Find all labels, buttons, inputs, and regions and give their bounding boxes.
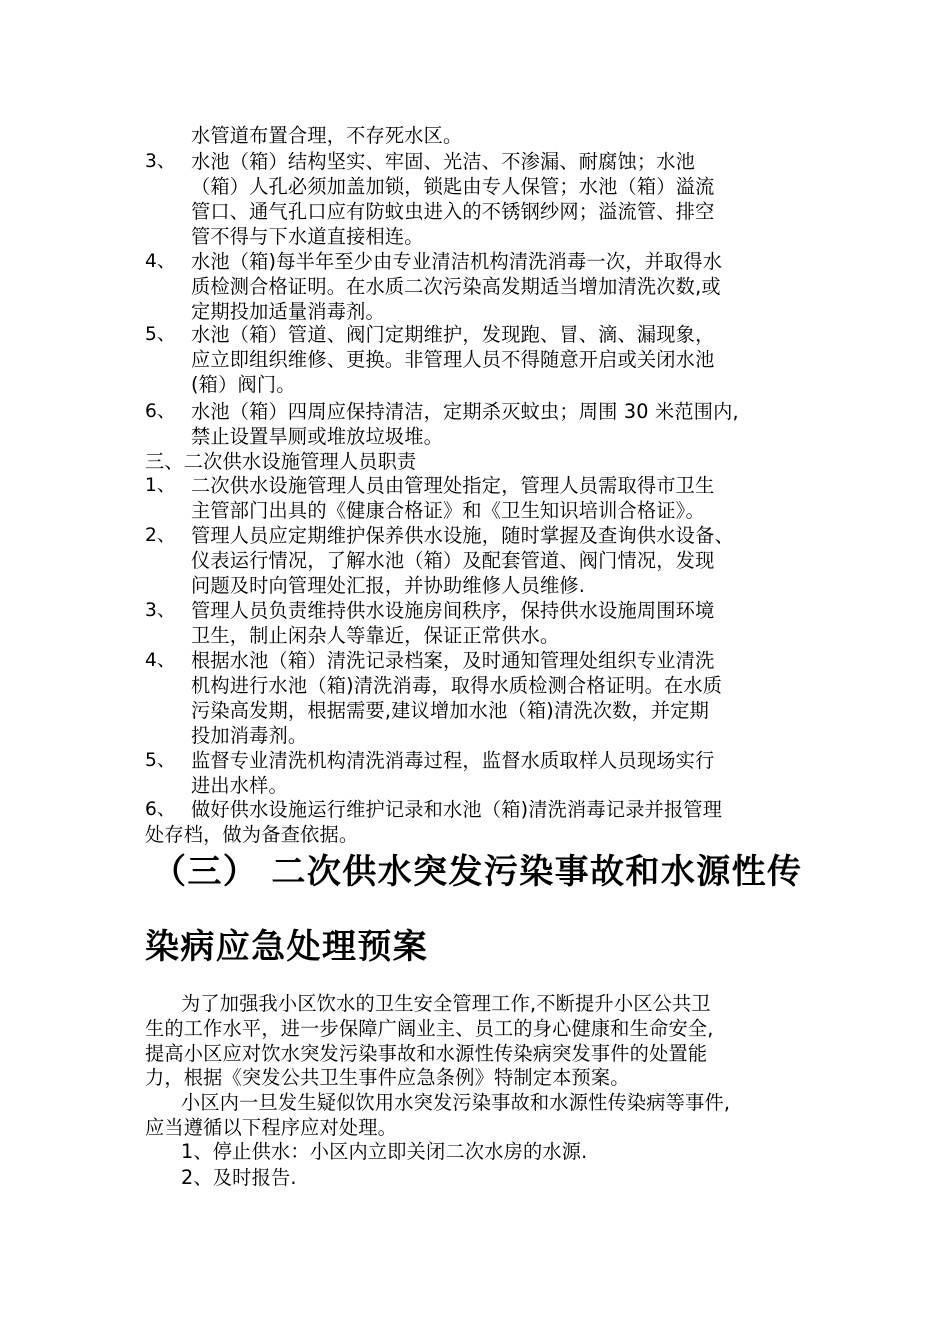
list-item-line: 管口、通气孔口应有防蚊虫进入的不锈钢纱网；溢流管、排空 <box>191 200 715 223</box>
list-item-line: 水池（箱)每半年至少由专业清洁机构清洗消毒一次，并取得水 <box>191 250 723 273</box>
list-item-number: 6、 <box>145 401 176 422</box>
list-item-line: 水池（箱）管道、阀门定期维护，发现跑、冒、滴、漏现象， <box>191 323 715 346</box>
list-item-line: 根据水池（箱）清洗记录档案，及时通知管理处组织专业清洗 <box>191 649 715 672</box>
list-item-line: 机构进行水池（箱)清洗消毒，取得水质检测合格证明。在水质 <box>191 674 723 697</box>
list-item-number: 4、 <box>145 650 176 671</box>
list-item-line: 污染高发期，根据需要,建议增加水池（箱)清洗次数，并定期 <box>191 699 710 722</box>
list-item-line: 应立即组织维修、更换。非管理人员不得随意开启或关闭水池 <box>191 348 715 371</box>
list-item-line: 管理人员应定期维护保养供水设施，随时掌握及查询供水设备、 <box>191 524 734 547</box>
list-item-line: (箱）阀门。 <box>191 373 296 396</box>
paragraph-line: 为了加强我小区饮水的卫生安全管理工作,不断提升小区公共卫 <box>181 992 711 1015</box>
list-item-line: 管理人员负责维持供水设施房间秩序，保持供水设施周围环境 <box>191 599 715 622</box>
section-heading-line-1: （三） 二次供水突发污染事故和水源性传 <box>152 852 803 892</box>
paragraph-line: 力，根据《突发公共卫生事件应急条例》特制定本预案。 <box>145 1066 630 1089</box>
list-item-number: 3、 <box>145 600 176 621</box>
list-item-line: 问题及时向管理处汇报，并协助维修人员维修. <box>191 574 586 597</box>
list-item-number: 5、 <box>145 324 176 345</box>
paragraph-line: 提高小区应对饮水突发污染事故和水源性传染病突发事件的处置能 <box>145 1042 708 1065</box>
list-item-line: 水池（箱）四周应保持清洁，定期杀灭蚊虫；周围 30 米范围内, <box>191 400 739 423</box>
paragraph-line: 生的工作水平，进一步保障广阔业主、员工的身心健康和生命安全, <box>145 1017 714 1040</box>
list-item-line: 处存档，做为备查依据。 <box>145 823 359 846</box>
paragraph-line: 小区内一旦发生疑似饮用水突发污染事故和水源性传染病等事件, <box>181 1091 731 1114</box>
procedure-step: 2、及时报告. <box>181 1166 297 1189</box>
list-item-line: （箱）人孔必须加盖加锁，锁匙由专人保管；水池（箱）溢流 <box>191 175 715 198</box>
list-item-line: 仪表运行情况，了解水池（箱）及配套管道、阀门情况，发现 <box>191 549 715 572</box>
item-continuation-line: 水管道布置合理，不存死水区。 <box>191 124 463 147</box>
list-item-line: 二次供水设施管理人员由管理处指定，管理人员需取得市卫生 <box>191 474 715 497</box>
section-title: 三、二次供水设施管理人员职责 <box>145 450 417 473</box>
procedure-step: 1、停止供水：小区内立即关闭二次水房的水源. <box>181 1140 588 1163</box>
list-item-line: 进出水样。 <box>191 774 288 797</box>
list-item-number: 3、 <box>145 151 176 172</box>
list-item-number: 2、 <box>145 525 176 546</box>
list-item-line: 监督专业清洗机构清洗消毒过程，监督水质取样人员现场实行 <box>191 749 715 772</box>
list-item-number: 1、 <box>145 475 176 496</box>
list-item-line: 卫生，制止闲杂人等靠近，保证正常供水。 <box>191 624 560 647</box>
list-item-line: 质检测合格证明。在水质二次污染高发期适当增加清洗次数,或 <box>191 275 721 298</box>
list-item-number: 5、 <box>145 750 176 771</box>
list-item-line: 主管部门出具的《健康合格证》和《卫生知识培训合格证》。 <box>191 499 705 522</box>
list-item-line: 禁止设置旱厕或堆放垃圾堆。 <box>191 425 444 448</box>
list-item-line: 定期投加适量消毒剂。 <box>191 300 385 323</box>
list-item-number: 6、 <box>145 799 176 820</box>
list-item-line: 水池（箱）结构坚实、牢固、光洁、不渗漏、耐腐蚀；水池 <box>191 150 696 173</box>
list-item-line: 投加消毒剂。 <box>191 724 308 747</box>
section-heading-line-2: 染病应急处理预案 <box>145 927 429 967</box>
list-item-line: 做好供水设施运行维护记录和水池（箱)清洗消毒记录并报管理 <box>191 798 723 821</box>
list-item-line: 管不得与下水道直接相连。 <box>191 225 424 248</box>
list-item-number: 4、 <box>145 251 176 272</box>
paragraph-line: 应当遵循以下程序应对处理。 <box>145 1116 398 1139</box>
